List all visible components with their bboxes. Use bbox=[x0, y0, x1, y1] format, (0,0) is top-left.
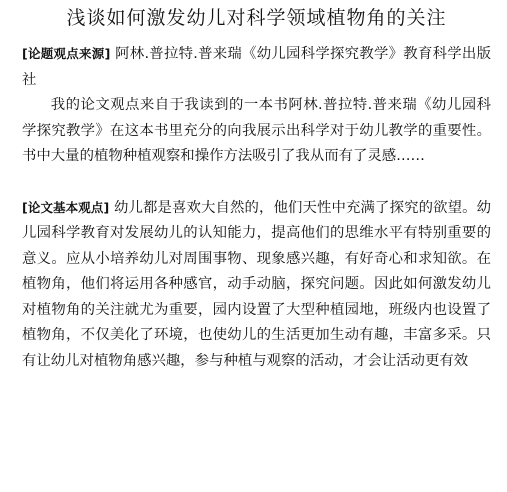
basic-view-text: 幼儿都是喜欢大自然的，他们天性中充满了探究的欲望。幼儿园科学教育对发展幼儿的认知能力，提高他们的思维水平有特别重要的意义。应从小培养幼儿对周围事物、现象感兴趣，有好奇心和求知欲。在植物角，他们将运用各种感官，动手动脑，探究问题。因此如何激发幼儿对植物角的关注就尤为重要，园内设置了大型种植园地，班级内也设置了植物角，不仅美化了环境，也使幼儿的生活更加生动有趣，丰富多采。只有让幼儿对植物角感兴趣，参与种植与观察的活动，才会让活动更有效 bbox=[22, 199, 491, 369]
source-label: [论题观点来源] bbox=[22, 46, 111, 61]
basic-view-label: [论文基本观点] bbox=[22, 199, 110, 215]
source-text: 阿林.普拉特.普来瑞《幼儿园科学探究教学》教育科学出版社 bbox=[22, 46, 491, 88]
document-title: 浅谈如何激发幼儿对科学领域植物角的关注 bbox=[66, 7, 447, 29]
source-intro-paragraph: 我的论文观点来自于我读到的一本书阿林.普拉特.普来瑞《幼儿园科学探究教学》在这本书里充分的向我展示出科学对于幼儿教学的重要性。书中大量的植物种植观察和操作方法吸引了我从而有了灵感…… bbox=[22, 97, 491, 164]
basic-view-paragraph bbox=[22, 195, 491, 375]
paragraph-gap bbox=[22, 170, 491, 195]
source-paragraph bbox=[22, 41, 491, 93]
